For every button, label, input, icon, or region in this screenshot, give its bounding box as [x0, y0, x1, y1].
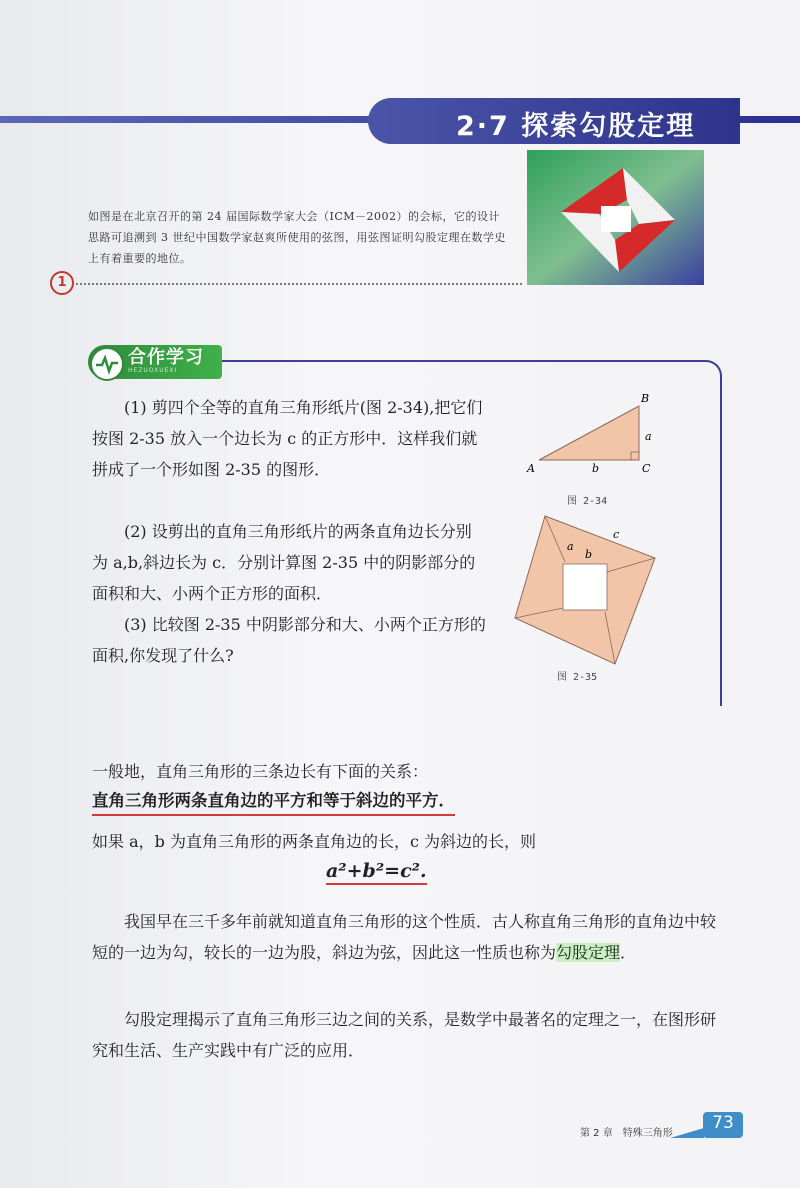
fig34-label-a: a: [645, 430, 652, 443]
fig34-label-B: B: [641, 392, 650, 405]
fig34-label-b: b: [592, 462, 600, 475]
pythagorean-formula: a²+b²=c².: [326, 860, 427, 885]
page-number: 73: [712, 1113, 734, 1133]
icm-2002-logo-image: [527, 150, 704, 285]
task-2: (2) 设剪出的直角三角形纸片的两条直角边长分别为 a,b,斜边长为 c．分别计算图 2-35 中的阴影部分的面积和大、小两个正方形的面积．: [92, 522, 476, 603]
body-line-2: 如果 a，b 为直角三角形的两条直角边的长，c 为斜边的长，则: [92, 832, 537, 851]
fig35-label-a: a: [567, 540, 574, 553]
figure-2-35-square-diagram: [505, 512, 665, 687]
figure-2-34-right-triangle: [515, 390, 665, 500]
para1-end: ．: [620, 943, 637, 962]
body-paragraph-2: 勾股定理揭示了直角三角形三边之间的关系，是数学中最著名的定理之一，在图形研究和生活、生产实践中有广泛的应用．: [92, 1010, 717, 1060]
heartbeat-icon: [90, 347, 124, 381]
task-3: (3) 比较图 2-35 中阴影部分和大、小两个正方形的面积,你发现了什么?: [92, 615, 486, 665]
figure-2-35-caption: 图 2-35: [557, 672, 598, 683]
footer-chapter: 第 2 章 特殊三角形: [580, 1128, 673, 1139]
figure-2-34-caption: 图 2-34: [567, 496, 608, 507]
fig34-label-A: A: [527, 462, 535, 475]
footer-accent: [670, 1128, 704, 1138]
coop-learning-label: 合作学习: [128, 347, 204, 368]
pythagorean-theorem-statement: 直角三角形两条直角边的平方和等于斜边的平方．: [92, 787, 455, 816]
dotted-divider: [76, 283, 522, 285]
fig34-label-C: C: [642, 462, 651, 475]
para1-text: 我国早在三千多年前就知道直角三角形的这个性质．古人称直角三角形的直角边中较短的一边为勾，较长的一边为股，斜边为弦，因此这一性质也称为: [92, 912, 717, 962]
section-title: 2·7 探索勾股定理: [456, 111, 696, 142]
coop-learning-sublabel: HEZUOXUEXI: [128, 367, 178, 374]
gougu-theorem-highlight: 勾股定理: [556, 943, 621, 962]
section-marker-badge: 1: [50, 271, 74, 295]
task-1: (1) 剪四个全等的直角三角形纸片(图 2-34),把它们按图 2-35 放入一个边长为 c 的正方形中．这样我们就拼成了一个形如图 2-35 的图形．: [92, 398, 483, 479]
fig35-label-c: c: [613, 528, 620, 541]
fig35-label-b: b: [585, 548, 593, 561]
body-line-1: 一般地，直角三角形的三条边长有下面的关系：: [92, 762, 429, 781]
intro-paragraph: 如图是在北京召开的第 24 届国际数学家大会（ICM－2002）的会标，它的设计思路可追溯到 3 世纪中国数学家赵爽所使用的弦图，用弦图证明勾股定理在数学史上有着重要的地位。: [88, 210, 506, 265]
body-paragraph-1: [92, 906, 722, 968]
